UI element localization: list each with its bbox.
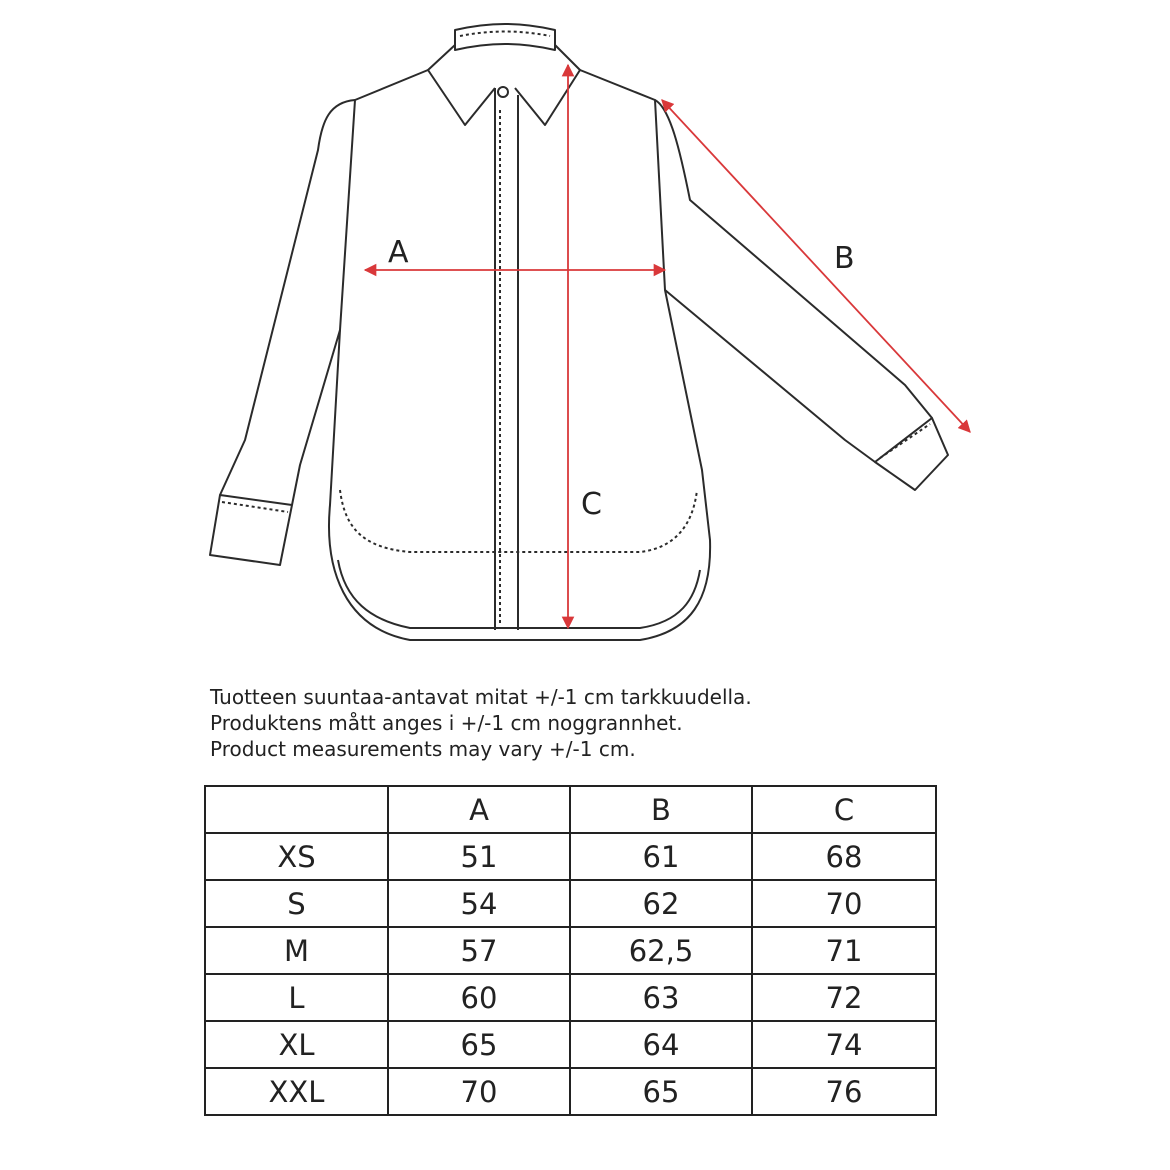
value-cell-b: 62 (570, 880, 752, 927)
value-cell-c: 74 (752, 1021, 936, 1068)
value-cell-c: 76 (752, 1068, 936, 1115)
shirt-body (329, 70, 710, 640)
header-cell-c: C (752, 786, 936, 833)
measure-b-line (662, 100, 970, 432)
value-cell-a: 57 (388, 927, 570, 974)
table-header-row (205, 786, 936, 833)
size-cell: XL (205, 1021, 388, 1068)
value-cell-a: 65 (388, 1021, 570, 1068)
table-row (205, 1068, 936, 1115)
collar-left-point (428, 45, 495, 125)
value-cell-c: 72 (752, 974, 936, 1021)
left-sleeve (220, 100, 355, 505)
collar-right-point (515, 45, 580, 125)
collar-button (498, 87, 508, 97)
size-cell: S (205, 880, 388, 927)
value-cell-a: 51 (388, 833, 570, 880)
left-cuff (210, 495, 292, 565)
measurement-notes (210, 684, 970, 762)
value-cell-b: 64 (570, 1021, 752, 1068)
table-row (205, 1021, 936, 1068)
size-cell: M (205, 927, 388, 974)
value-cell-a: 60 (388, 974, 570, 1021)
table-row (205, 833, 936, 880)
size-cell: XS (205, 833, 388, 880)
right-sleeve (655, 100, 932, 462)
value-cell-b: 62,5 (570, 927, 752, 974)
value-cell-b: 61 (570, 833, 752, 880)
value-cell-b: 65 (570, 1068, 752, 1115)
value-cell-c: 70 (752, 880, 936, 927)
placket (495, 88, 518, 630)
note-english: Product measurements may vary +/-1 cm. (210, 737, 636, 761)
collar-band-stitch (460, 32, 550, 37)
note-finnish: Tuotteen suuntaa-antavat mitat +/-1 cm tarkkuudella. (210, 685, 752, 709)
label-c: C (581, 487, 602, 522)
size-cell: L (205, 974, 388, 1021)
header-cell-size (205, 786, 388, 833)
table-row (205, 974, 936, 1021)
value-cell-c: 68 (752, 833, 936, 880)
header-cell-a: A (388, 786, 570, 833)
shirt-outline (210, 24, 948, 640)
table-row (205, 927, 936, 974)
header-cell-b: B (570, 786, 752, 833)
size-table (204, 785, 937, 1116)
size-cell: XXL (205, 1068, 388, 1115)
note-swedish: Produktens mått anges i +/-1 cm noggrannhet. (210, 711, 683, 735)
label-b: B (834, 241, 855, 276)
collar-band (455, 24, 555, 50)
label-a: A (388, 235, 409, 270)
value-cell-c: 71 (752, 927, 936, 974)
value-cell-a: 70 (388, 1068, 570, 1115)
value-cell-a: 54 (388, 880, 570, 927)
table-row (205, 880, 936, 927)
value-cell-b: 63 (570, 974, 752, 1021)
